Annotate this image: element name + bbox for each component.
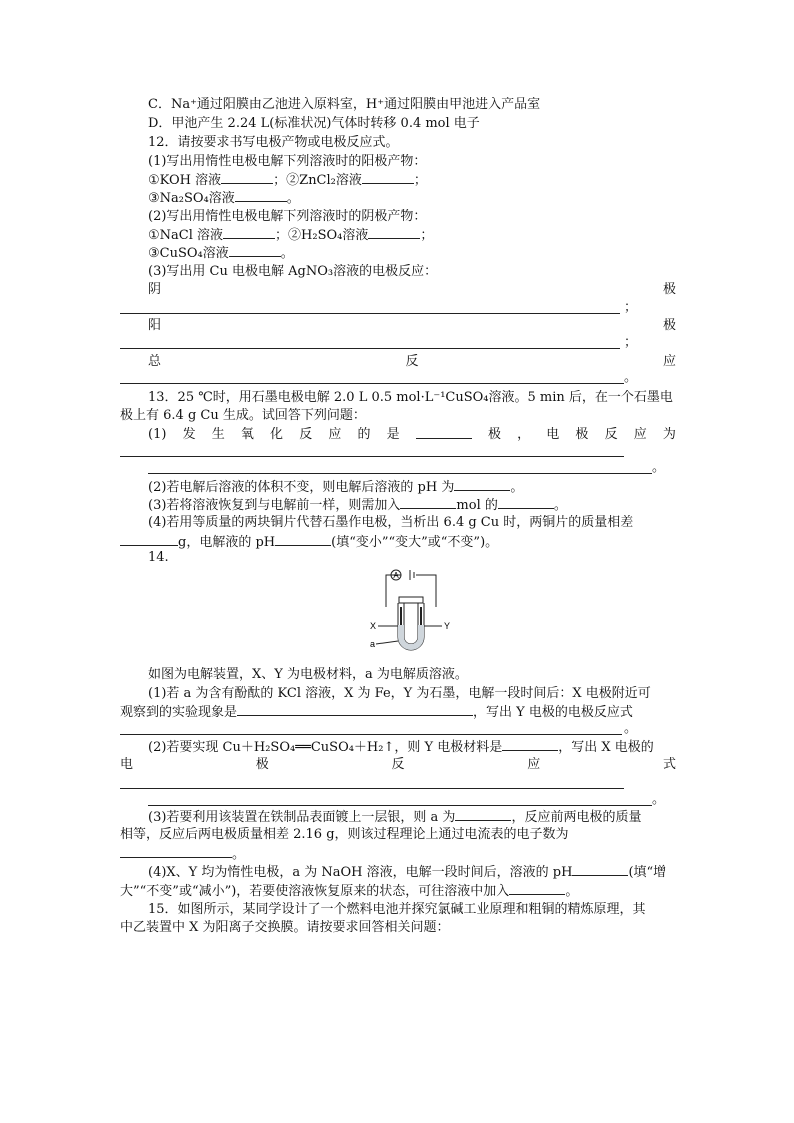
period: 。 xyxy=(652,792,666,807)
q14-part3-text: (3)若要利用该装置在铁制品表面镀上一层银，则 a 为 xyxy=(148,810,456,825)
char: 反 xyxy=(299,427,313,442)
q14-part3-line3 xyxy=(120,846,676,863)
char: 应 xyxy=(328,427,342,442)
q12-h2so4: ；②H₂SO₄溶液 xyxy=(275,228,369,243)
answer-blank[interactable] xyxy=(455,809,511,821)
electrode-y-label: Y xyxy=(444,621,451,631)
semicolon: ； xyxy=(420,228,434,243)
char: 发 xyxy=(182,427,196,442)
char: 极 xyxy=(662,282,676,297)
char: 化 xyxy=(270,427,284,442)
char: 反 xyxy=(405,354,419,369)
answer-blank[interactable] xyxy=(498,497,554,509)
q12-part3-prompt: (3)写出用 Cu 电极电解 AgNO₃溶液的电极反应： xyxy=(148,264,438,279)
q12-koh: ①KOH 溶液 xyxy=(148,173,222,188)
q14-part4-line2 xyxy=(120,883,676,900)
q12-total-label xyxy=(120,354,676,370)
q11-option-d: D．甲池产生 2.24 L(标准状况)气体时转移 0.4 mol 电子 xyxy=(148,116,480,131)
char: 反 xyxy=(391,757,405,772)
q13-part2-text: (2)若电解后溶液的体积不变，则电解后溶液的 pH 为 xyxy=(148,480,455,495)
char: 应 xyxy=(527,757,541,772)
q12-stem: 12．请按要求书写电极产物或电极反应式。 xyxy=(148,135,399,150)
semicolon: ； xyxy=(413,173,427,188)
period: 。 xyxy=(652,460,666,475)
period: 。 xyxy=(565,884,579,899)
q13-part2 xyxy=(120,479,676,496)
q14-part4-hint: (填“增 xyxy=(628,865,667,880)
q13-part4-line1: (4)若用等质量的两块铜片代替石墨作电极，当析出 6.4 g Cu 时，两铜片的质量相差 xyxy=(148,515,634,530)
q14-part2-line1 xyxy=(120,739,676,756)
q15-stem-1: 15．如图所示，某同学设计了一个燃料电池并探究氯碱工业原理和粗铜的精炼原理，其 xyxy=(148,902,646,917)
answer-line[interactable] xyxy=(148,473,652,474)
answer-line-cathode[interactable] xyxy=(120,313,620,314)
period: 。 xyxy=(232,847,246,862)
answer-blank[interactable] xyxy=(509,883,565,895)
q12-part2-line1 xyxy=(120,227,676,244)
electrolyte-solution xyxy=(398,625,424,650)
q15-stem-2: 中乙装置中 X 为阳离子交换膜。请按要求回答相关问题： xyxy=(120,920,450,935)
char: 应 xyxy=(633,427,647,442)
answer-blank[interactable] xyxy=(120,534,178,546)
q12-part2-line2 xyxy=(120,245,676,262)
q13-part4-hint: (填“变小”“变大”或“不变”)。 xyxy=(331,535,499,550)
electrolysis-apparatus-diagram xyxy=(366,565,456,655)
char: 反 xyxy=(604,427,618,442)
char: 极 xyxy=(662,318,676,333)
q14-part3-line1 xyxy=(120,809,676,826)
answer-line[interactable] xyxy=(148,805,652,806)
answer-blank[interactable] xyxy=(400,497,456,509)
q12-part1-prompt: (1)写出用惰性电极电解下列溶液时的阳极产物： xyxy=(148,154,427,169)
q12-cuso4: ③CuSO₄溶液 xyxy=(148,246,229,261)
char: 电 xyxy=(120,757,134,772)
period: 。 xyxy=(280,246,294,261)
ammeter-label: A xyxy=(393,571,399,580)
q14-part2-line2 xyxy=(120,757,676,773)
q12-part2-prompt: (2)写出用惰性电极电解下列溶液时的阴极产物： xyxy=(148,209,427,224)
answer-line[interactable] xyxy=(120,734,622,735)
q12-nacl: ①NaCl 溶液 xyxy=(148,228,224,243)
char: 电 xyxy=(546,427,560,442)
q12-cathode-label xyxy=(120,282,676,298)
char: 生 xyxy=(211,427,225,442)
q14-number: 14. xyxy=(148,550,169,565)
answer-blank[interactable] xyxy=(572,864,628,876)
q14-part1-text2: ，写出 Y 电极的电极反应式 xyxy=(473,705,633,720)
answer-blank[interactable] xyxy=(221,172,273,184)
q14-part2-text2: ，写出 X 电极的 xyxy=(558,740,654,755)
char: 阳 xyxy=(148,318,162,333)
q13-part4-line2 xyxy=(120,534,676,551)
q12-zncl2: ；②ZnCl₂溶液 xyxy=(273,173,362,188)
q14-part2-text: (2)若要实现 Cu＋H₂SO₄══CuSO₄＋H₂↑，则 Y 电极材料是 xyxy=(148,740,503,755)
period: 。 xyxy=(286,191,300,206)
period: 。 xyxy=(553,498,567,513)
q14-part3-line2: 相等，反应后两电极质量相差 2.16 g，则该过程理论上通过电流表的电子数为 xyxy=(120,827,569,842)
q12-anode-label xyxy=(120,318,676,334)
char: 总 xyxy=(148,354,162,369)
q12-part1-line2 xyxy=(120,190,676,207)
q13-part3-text: (3)若将溶液恢复到与电解前一样，则需加入 xyxy=(148,498,401,513)
semicolon: ； xyxy=(624,335,638,350)
char: 为 xyxy=(662,427,676,442)
period: 。 xyxy=(510,480,524,495)
char: 氧 xyxy=(240,427,254,442)
answer-blank[interactable] xyxy=(229,245,281,257)
battery-icon xyxy=(410,570,414,580)
answer-line-anode[interactable] xyxy=(120,348,620,349)
answer-line[interactable] xyxy=(120,788,624,789)
char: 应 xyxy=(662,354,676,369)
q14-part4-text: (4)X、Y 均为惰性电极，a 为 NaOH 溶液，电解一段时间后，溶液的 pH xyxy=(148,865,573,880)
label-pointer xyxy=(376,641,398,644)
answer-blank[interactable] xyxy=(275,534,331,546)
char: 阴 xyxy=(148,282,162,297)
char: 式 xyxy=(662,757,676,772)
answer-blank[interactable] xyxy=(362,172,414,184)
answer-blank[interactable] xyxy=(120,846,232,858)
char: ， xyxy=(517,427,531,442)
q14-part3-text2: ，反应前两电极的质量 xyxy=(511,810,642,825)
period: 。 xyxy=(624,721,638,736)
answer-blank[interactable] xyxy=(235,190,287,202)
char: 极 xyxy=(255,757,269,772)
q14-part1-line1: (1)若 a 为含有酚酞的 KCl 溶液，X 为 Fe，Y 为石墨，电解一段时间后：X 电极附近可 xyxy=(148,686,651,701)
q14-part4-text2: 大”“不变”或“减小”)，若要使溶液恢复原来的状态，可往溶液中加入 xyxy=(120,884,510,899)
answer-blank[interactable] xyxy=(237,704,473,716)
solution-label: a xyxy=(370,639,376,649)
answer-line-total[interactable] xyxy=(120,383,624,384)
q12-part1-line1 xyxy=(120,172,676,189)
answer-blank[interactable] xyxy=(454,479,510,491)
char: (1) xyxy=(148,427,167,442)
electrode-x-label: X xyxy=(370,621,377,631)
q13-part1 xyxy=(120,427,676,443)
q14-part1-text: 观察到的实验现象是 xyxy=(120,705,238,720)
answer-blank[interactable] xyxy=(416,427,472,439)
char: 是 xyxy=(386,427,400,442)
stopper xyxy=(399,597,423,603)
q13-part3-unit: mol 的 xyxy=(456,498,498,513)
q14-part1-line2 xyxy=(120,704,676,721)
answer-blank[interactable] xyxy=(502,739,558,751)
answer-blank[interactable] xyxy=(223,227,275,239)
semicolon: ； xyxy=(624,300,638,315)
period: 。 xyxy=(624,370,638,385)
answer-line[interactable] xyxy=(120,456,624,457)
char: 极 xyxy=(575,427,589,442)
q14-intro: 如图为电解装置，X、Y 为电极材料，a 为电解质溶液。 xyxy=(148,667,468,682)
q13-part3 xyxy=(120,497,676,514)
q11-option-c: C．Na⁺通过阳膜由乙池进入原料室，H⁺通过阳膜由甲池进入产品室 xyxy=(148,97,541,112)
char: 的 xyxy=(357,427,371,442)
q14-part4-line1 xyxy=(120,864,676,881)
q12-na2so4: ③Na₂SO₄溶液 xyxy=(148,191,235,206)
answer-blank[interactable] xyxy=(368,227,420,239)
q13-stem-1: 13．25 ℃时，用石墨电极电解 2.0 L 0.5 mol·L⁻¹CuSO₄溶液。5 min 后，在一个石墨电 xyxy=(148,390,673,405)
u-tube-inner xyxy=(404,603,418,644)
q13-part4-text: g，电解液的 pH xyxy=(178,535,276,550)
q13-stem-2: 极上有 6.4 g Cu 生成。试回答下列问题： xyxy=(120,408,366,423)
char: 极 xyxy=(487,427,501,442)
